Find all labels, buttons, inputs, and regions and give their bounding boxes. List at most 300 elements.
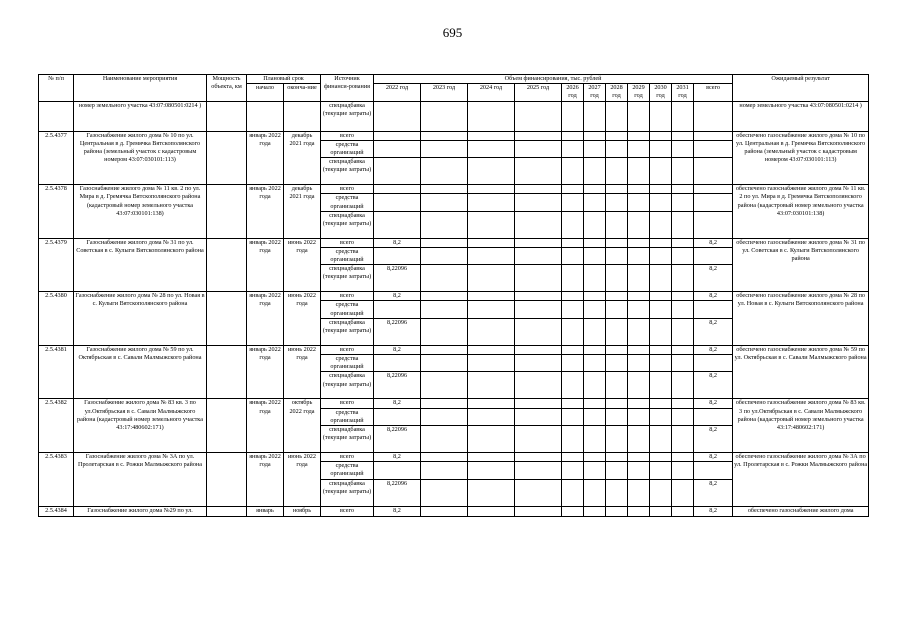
value-cell (650, 211, 672, 238)
header-year: 2023 год (421, 84, 468, 101)
value-cell (650, 101, 672, 131)
value-cell (672, 194, 694, 211)
value-cell (650, 452, 672, 461)
row-num: 2.5.4384 (39, 506, 74, 516)
value-cell (374, 140, 421, 157)
value-cell (562, 318, 584, 345)
value-cell (515, 506, 562, 516)
row-name: Газоснабжение жилого дома № 10 по ул. Центральная в д. Гремячка Вятскополянского района (земельный участок с кадастровым номером 43:07:030101:113) (74, 131, 207, 185)
value-cell (468, 131, 515, 140)
value-cell (628, 479, 650, 506)
value-cell (584, 372, 606, 399)
value-cell (374, 194, 421, 211)
value-cell (421, 211, 468, 238)
row-num: 2.5.4383 (39, 452, 74, 506)
header-year: 2027 год (584, 84, 606, 101)
row-source: спецнадбавка (текущие затраты) (321, 372, 374, 399)
value-cell (515, 301, 562, 318)
row-end (284, 101, 321, 131)
value-cell (606, 355, 628, 372)
value-cell (584, 425, 606, 452)
row-capacity (207, 101, 247, 131)
value-cell (628, 462, 650, 479)
header-row (39, 75, 869, 84)
value-cell (672, 479, 694, 506)
value-cell (628, 131, 650, 140)
value-cell (672, 101, 694, 131)
row-source: всего (321, 399, 374, 408)
value-cell (468, 140, 515, 157)
value-cell (606, 140, 628, 157)
value-cell (628, 185, 650, 194)
value-cell (515, 238, 562, 247)
value-cell (672, 372, 694, 399)
row-result: обеспечено газоснабжение жилого дома № 31 по ул. Советская в с. Кулыги Вятскополянского района (733, 238, 869, 292)
row-start: январь 2022 года (247, 452, 284, 506)
value-cell (650, 425, 672, 452)
value-cell (628, 158, 650, 185)
value-cell (672, 211, 694, 238)
row-start: январь 2022 года (247, 345, 284, 399)
value-cell (515, 292, 562, 301)
table-row (39, 345, 869, 354)
value-cell (628, 408, 650, 425)
value-cell (628, 194, 650, 211)
value-cell (606, 247, 628, 264)
value-cell (421, 479, 468, 506)
value-cell (650, 372, 672, 399)
row-source: спецнадбавка (текущие затраты) (321, 425, 374, 452)
value-cell (672, 238, 694, 247)
value-cell (468, 194, 515, 211)
value-cell (421, 194, 468, 211)
row-source: средства организаций (321, 247, 374, 264)
value-cell (562, 399, 584, 408)
value-cell (628, 345, 650, 354)
value-total: 8,2 (694, 265, 733, 292)
row-capacity (207, 185, 247, 239)
value-cell (562, 452, 584, 461)
value-cell (468, 355, 515, 372)
row-num: 2.5.4378 (39, 185, 74, 239)
value-cell (468, 238, 515, 247)
value-cell (628, 292, 650, 301)
value-cell (584, 452, 606, 461)
row-name: Газоснабжение жилого дома № 59 по ул. Октябрьская в с. Савали Малмыжского района (74, 345, 207, 399)
value-cell (650, 479, 672, 506)
value-cell (468, 101, 515, 131)
value-cell (672, 425, 694, 452)
row-capacity (207, 399, 247, 453)
value-total (694, 158, 733, 185)
row-source: средства организаций (321, 462, 374, 479)
value-cell (606, 452, 628, 461)
value-cell (562, 292, 584, 301)
row-capacity (207, 131, 247, 185)
value-cell (672, 345, 694, 354)
value-cell (374, 101, 421, 131)
value-cell (515, 211, 562, 238)
row-start: январь 2022 года (247, 238, 284, 292)
value-cell (421, 399, 468, 408)
value-cell (672, 452, 694, 461)
value-cell (562, 345, 584, 354)
row-source: средства организаций (321, 408, 374, 425)
row-capacity (207, 238, 247, 292)
value-cell (584, 238, 606, 247)
page-number: 695 (442, 25, 463, 40)
value-cell (562, 408, 584, 425)
value-cell (606, 194, 628, 211)
value-cell (694, 408, 733, 425)
value-cell (515, 131, 562, 140)
value-cell (672, 462, 694, 479)
value-cell (515, 399, 562, 408)
value-cell (584, 140, 606, 157)
value-cell (421, 101, 468, 131)
row-num: 2.5.4381 (39, 345, 74, 399)
value-cell (606, 238, 628, 247)
value-total: 8,2 (694, 425, 733, 452)
row-capacity (207, 452, 247, 506)
value-cell (374, 301, 421, 318)
row-result: обеспечено газоснабжение жилого дома (733, 506, 869, 516)
value-cell (628, 452, 650, 461)
value-cell (468, 345, 515, 354)
value-cell (694, 247, 733, 264)
row-end: июнь 2022 года (284, 345, 321, 399)
table-row (39, 185, 869, 194)
value-cell (672, 355, 694, 372)
value-cell (515, 185, 562, 194)
row-name: Газоснабжение жилого дома №29 по ул. (74, 506, 207, 516)
value-2022: 8,2 (374, 399, 421, 408)
value-cell (650, 355, 672, 372)
value-cell (468, 292, 515, 301)
value-cell (650, 408, 672, 425)
value-cell (374, 408, 421, 425)
value-cell (421, 462, 468, 479)
row-start: январь (247, 506, 284, 516)
value-cell (694, 301, 733, 318)
header-year: 2024 год (468, 84, 515, 101)
header-year: 2026 год (562, 84, 584, 101)
value-2022 (374, 131, 421, 140)
value-cell (584, 185, 606, 194)
value-cell (468, 425, 515, 452)
value-cell (606, 425, 628, 452)
value-2022 (374, 211, 421, 238)
value-cell (562, 238, 584, 247)
value-cell (468, 452, 515, 461)
value-cell (562, 194, 584, 211)
row-start: январь 2022 года (247, 292, 284, 346)
value-cell (515, 318, 562, 345)
row-end: июнь 2022 года (284, 452, 321, 506)
row-result: обеспечено газоснабжение жилого дома № 3А по ул. Пролетарская в с. Рожки Малмыжского района (733, 452, 869, 506)
row-end: июнь 2022 года (284, 238, 321, 292)
row-source: всего (321, 345, 374, 354)
row-name: Газоснабжение жилого дома № 31 по ул. Советская в с. Кулыги Вятскополянского района (74, 238, 207, 292)
row-source: всего (321, 452, 374, 461)
header-end: оконча-ние (284, 84, 321, 101)
value-cell (515, 408, 562, 425)
value-2022: 8,22096 (374, 372, 421, 399)
table-row (39, 506, 869, 516)
row-result: обеспечено газоснабжение жилого дома № 83 кв. 3 по ул.Октябрьская в с. Савали Малмыжского района (кадастровый номер земельного участка 43:17:480602:171) (733, 399, 869, 453)
value-cell (584, 301, 606, 318)
value-cell (515, 345, 562, 354)
value-2022 (374, 158, 421, 185)
row-result: обеспечено газоснабжение жилого дома № 28 по ул. Новая в с. Кулыги Вятскополянского района (733, 292, 869, 346)
value-cell (584, 265, 606, 292)
value-cell (672, 318, 694, 345)
value-cell (421, 265, 468, 292)
row-name: Газоснабжение жилого дома № 3А по ул. Пролетарская в с. Рожки Малмыжского района (74, 452, 207, 506)
row-name: Газоснабжение жилого дома № 28 по ул. Новая в с. Кулыги Вятскополянского района (74, 292, 207, 346)
value-cell (374, 247, 421, 264)
value-cell (515, 158, 562, 185)
value-cell (606, 211, 628, 238)
value-cell (584, 292, 606, 301)
row-num: 2.5.4379 (39, 238, 74, 292)
value-cell (562, 372, 584, 399)
value-cell (606, 292, 628, 301)
value-total: 8,2 (694, 318, 733, 345)
table-row (39, 292, 869, 301)
row-start: январь 2022 года (247, 399, 284, 453)
header-name: Наименование мероприятия (74, 75, 207, 102)
header-year: 2030 год (650, 84, 672, 101)
value-2022: 8,2 (374, 452, 421, 461)
row-start (247, 101, 284, 131)
table-row (39, 101, 869, 131)
row-name: номер земельного участка 43:07:080501:0214 ) (74, 101, 207, 131)
row-capacity (207, 345, 247, 399)
row-source: всего (321, 506, 374, 516)
value-cell (672, 292, 694, 301)
value-2022: 8,2 (374, 345, 421, 354)
value-cell (421, 372, 468, 399)
row-source: средства организаций (321, 301, 374, 318)
header-term: Плановый срок (247, 75, 321, 84)
value-cell (421, 158, 468, 185)
row-num (39, 101, 74, 131)
row-end: декабрь 2021 года (284, 131, 321, 185)
row-result: обеспечено газоснабжение жилого дома № 59 по ул. Октябрьская в с. Савали Малмыжского района (733, 345, 869, 399)
value-cell (694, 101, 733, 131)
table-row (39, 238, 869, 247)
value-total (694, 185, 733, 194)
value-cell (468, 318, 515, 345)
value-cell (562, 247, 584, 264)
header-year: 2028 год (606, 84, 628, 101)
value-2022: 8,22096 (374, 425, 421, 452)
value-cell (584, 318, 606, 345)
row-source: средства организаций (321, 140, 374, 157)
value-cell (650, 140, 672, 157)
value-cell (628, 247, 650, 264)
value-cell (650, 318, 672, 345)
value-cell (468, 211, 515, 238)
value-cell (606, 158, 628, 185)
value-cell (650, 292, 672, 301)
value-cell (672, 408, 694, 425)
value-cell (672, 506, 694, 516)
value-cell (562, 462, 584, 479)
value-cell (515, 194, 562, 211)
value-cell (672, 140, 694, 157)
value-cell (628, 101, 650, 131)
value-cell (468, 399, 515, 408)
value-cell (628, 265, 650, 292)
row-source: спецнадбавка (текущие затраты) (321, 211, 374, 238)
value-total: 8,2 (694, 479, 733, 506)
row-source: всего (321, 131, 374, 140)
value-cell (562, 301, 584, 318)
header-capacity: Мощность объекта, км (207, 75, 247, 102)
value-cell (694, 140, 733, 157)
value-cell (606, 301, 628, 318)
value-cell (421, 355, 468, 372)
row-capacity (207, 506, 247, 516)
row-source: средства организаций (321, 194, 374, 211)
value-cell (650, 506, 672, 516)
row-source: спецнадбавка (текущие затраты) (321, 158, 374, 185)
value-cell (628, 318, 650, 345)
value-cell (694, 462, 733, 479)
value-cell (515, 355, 562, 372)
value-cell (650, 247, 672, 264)
row-source: всего (321, 238, 374, 247)
value-cell (562, 158, 584, 185)
value-cell (421, 345, 468, 354)
value-cell (468, 185, 515, 194)
value-cell (650, 238, 672, 247)
value-cell (694, 355, 733, 372)
value-2022: 8,22096 (374, 318, 421, 345)
row-source: средства организаций (321, 355, 374, 372)
value-cell (421, 408, 468, 425)
value-cell (584, 131, 606, 140)
value-cell (606, 479, 628, 506)
value-cell (515, 101, 562, 131)
value-total (694, 131, 733, 140)
value-cell (584, 479, 606, 506)
value-total: 8,2 (694, 292, 733, 301)
value-cell (584, 194, 606, 211)
value-cell (650, 345, 672, 354)
row-start: январь 2022 года (247, 185, 284, 239)
value-total: 8,2 (694, 399, 733, 408)
value-2022: 8,2 (374, 506, 421, 516)
value-cell (650, 301, 672, 318)
value-cell (562, 265, 584, 292)
value-cell (468, 506, 515, 516)
value-cell (650, 462, 672, 479)
value-cell (606, 185, 628, 194)
value-cell (562, 425, 584, 452)
value-2022: 8,2 (374, 238, 421, 247)
value-cell (672, 265, 694, 292)
value-cell (584, 345, 606, 354)
header-source: Источник финанси-рования (321, 75, 374, 102)
value-cell (515, 425, 562, 452)
value-cell (468, 479, 515, 506)
value-cell (584, 211, 606, 238)
value-cell (421, 452, 468, 461)
value-cell (584, 101, 606, 131)
value-cell (468, 265, 515, 292)
value-2022 (374, 185, 421, 194)
value-cell (562, 140, 584, 157)
value-2022: 8,22096 (374, 479, 421, 506)
value-total: 8,2 (694, 238, 733, 247)
header-result: Ожидаемый результат (733, 75, 869, 102)
value-cell (374, 355, 421, 372)
row-num: 2.5.4377 (39, 131, 74, 185)
header-year: 2022 год (374, 84, 421, 101)
value-cell (606, 462, 628, 479)
value-cell (628, 372, 650, 399)
row-source: спецнадбавка (текущие затраты) (321, 265, 374, 292)
value-cell (421, 238, 468, 247)
value-cell (374, 462, 421, 479)
value-total: 8,2 (694, 452, 733, 461)
value-cell (421, 506, 468, 516)
header-year: 2029 год (628, 84, 650, 101)
value-cell (468, 372, 515, 399)
value-cell (468, 301, 515, 318)
value-cell (515, 452, 562, 461)
row-capacity (207, 292, 247, 346)
table-row (39, 131, 869, 140)
row-name: Газоснабжение жилого дома № 11 кв. 2 по ул. Мира в д. Гремячка Вятскополянского района (кадастровый номер земельного участка 43:07:030101:138) (74, 185, 207, 239)
row-source: спецнадбавка (текущие затраты) (321, 479, 374, 506)
value-cell (606, 506, 628, 516)
row-result: обеспечено газоснабжение жилого дома № 10 по ул. Центральная в д. Гремячка Вятскополянского района (земельный участок с кадастровым номером 43:07:030101:113) (733, 131, 869, 185)
value-cell (628, 425, 650, 452)
value-2022: 8,22096 (374, 265, 421, 292)
value-cell (515, 140, 562, 157)
value-cell (421, 185, 468, 194)
value-cell (672, 399, 694, 408)
value-cell (650, 265, 672, 292)
value-cell (606, 399, 628, 408)
value-cell (628, 140, 650, 157)
row-num: 2.5.4380 (39, 292, 74, 346)
value-cell (421, 247, 468, 264)
row-end: декабрь 2021 года (284, 185, 321, 239)
value-cell (650, 194, 672, 211)
value-cell (421, 301, 468, 318)
row-result: обеспечено газоснабжение жилого дома № 11 кв. 2 по ул. Мира в д. Гремячка Вятскополянского района (кадастровый номер земельного участка 43:07:030101:138) (733, 185, 869, 239)
table-row (39, 399, 869, 408)
funding-table (38, 74, 869, 517)
value-cell (584, 247, 606, 264)
row-name: Газоснабжение жилого дома № 83 кв. 3 по ул.Октябрьская в с. Савали Малмыжского района (кадастровый номер земельного участка 43:17:480602:171) (74, 399, 207, 453)
value-cell (694, 194, 733, 211)
value-cell (606, 101, 628, 131)
row-start: январь 2022 года (247, 131, 284, 185)
header-total: всего (694, 84, 733, 101)
value-total: 8,2 (694, 345, 733, 354)
value-cell (562, 185, 584, 194)
row-num: 2.5.4382 (39, 399, 74, 453)
value-cell (628, 238, 650, 247)
value-cell (628, 301, 650, 318)
value-cell (515, 247, 562, 264)
